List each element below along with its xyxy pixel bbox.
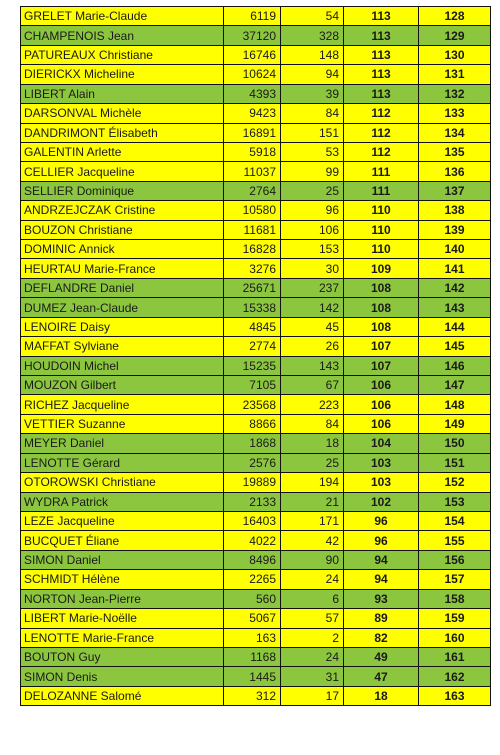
score-cell: 96 — [344, 531, 419, 550]
position-cell: 132 — [419, 84, 491, 103]
name-cell: MEYER Daniel — [21, 434, 224, 453]
table-row — [21, 142, 491, 161]
value-a-cell: 4393 — [224, 84, 281, 103]
position-cell: 140 — [419, 240, 491, 259]
score-cell: 110 — [344, 201, 419, 220]
table-row — [21, 162, 491, 181]
position-cell: 155 — [419, 531, 491, 550]
name-cell: CELLIER Jacqueline — [21, 162, 224, 181]
position-cell: 161 — [419, 647, 491, 666]
score-cell: 102 — [344, 492, 419, 511]
position-cell: 143 — [419, 298, 491, 317]
score-cell: 113 — [344, 7, 419, 26]
score-cell: 108 — [344, 278, 419, 297]
table-row — [21, 298, 491, 317]
value-a-cell: 312 — [224, 686, 281, 705]
table-row — [21, 686, 491, 705]
value-a-cell: 10624 — [224, 65, 281, 84]
table-row — [21, 511, 491, 530]
table-row — [21, 45, 491, 64]
value-b-cell: 171 — [281, 511, 344, 530]
position-cell: 139 — [419, 220, 491, 239]
name-cell: GRELET Marie-Claude — [21, 7, 224, 26]
table-row — [21, 589, 491, 608]
table-row — [21, 531, 491, 550]
value-b-cell: 30 — [281, 259, 344, 278]
table-row — [21, 317, 491, 336]
name-cell: NORTON Jean-Pierre — [21, 589, 224, 608]
score-cell: 113 — [344, 45, 419, 64]
value-a-cell: 4022 — [224, 531, 281, 550]
value-b-cell: 26 — [281, 337, 344, 356]
name-cell: DIERICKX Micheline — [21, 65, 224, 84]
score-cell: 111 — [344, 162, 419, 181]
name-cell: WYDRA Patrick — [21, 492, 224, 511]
position-cell: 154 — [419, 511, 491, 530]
name-cell: BOUTON Guy — [21, 647, 224, 666]
score-cell: 109 — [344, 259, 419, 278]
value-b-cell: 84 — [281, 414, 344, 433]
value-b-cell: 39 — [281, 84, 344, 103]
position-cell: 145 — [419, 337, 491, 356]
value-a-cell: 25671 — [224, 278, 281, 297]
value-b-cell: 31 — [281, 667, 344, 686]
table-row — [21, 473, 491, 492]
ranking-table — [20, 6, 491, 706]
position-cell: 137 — [419, 181, 491, 200]
value-b-cell: 24 — [281, 647, 344, 666]
table-row — [21, 65, 491, 84]
table-row — [21, 414, 491, 433]
value-b-cell: 151 — [281, 123, 344, 142]
name-cell: DARSONVAL Michèle — [21, 104, 224, 123]
value-b-cell: 84 — [281, 104, 344, 123]
value-b-cell: 148 — [281, 45, 344, 64]
score-cell: 113 — [344, 65, 419, 84]
score-cell: 93 — [344, 589, 419, 608]
table-row — [21, 26, 491, 45]
value-b-cell: 67 — [281, 376, 344, 395]
score-cell: 108 — [344, 317, 419, 336]
value-b-cell: 53 — [281, 142, 344, 161]
value-a-cell: 6119 — [224, 7, 281, 26]
score-cell: 107 — [344, 356, 419, 375]
position-cell: 129 — [419, 26, 491, 45]
position-cell: 156 — [419, 550, 491, 569]
score-cell: 106 — [344, 376, 419, 395]
value-a-cell: 15235 — [224, 356, 281, 375]
table-row — [21, 609, 491, 628]
value-a-cell: 9423 — [224, 104, 281, 123]
value-b-cell: 99 — [281, 162, 344, 181]
value-a-cell: 3276 — [224, 259, 281, 278]
position-cell: 158 — [419, 589, 491, 608]
name-cell: CHAMPENOIS Jean — [21, 26, 224, 45]
score-cell: 110 — [344, 240, 419, 259]
name-cell: DEFLANDRE Daniel — [21, 278, 224, 297]
score-cell: 107 — [344, 337, 419, 356]
score-cell: 94 — [344, 550, 419, 569]
value-b-cell: 143 — [281, 356, 344, 375]
position-cell: 147 — [419, 376, 491, 395]
position-cell: 144 — [419, 317, 491, 336]
value-a-cell: 23568 — [224, 395, 281, 414]
value-a-cell: 163 — [224, 628, 281, 647]
position-cell: 135 — [419, 142, 491, 161]
value-a-cell: 15338 — [224, 298, 281, 317]
name-cell: MOUZON Gilbert — [21, 376, 224, 395]
position-cell: 128 — [419, 7, 491, 26]
value-b-cell: 54 — [281, 7, 344, 26]
value-b-cell: 6 — [281, 589, 344, 608]
score-cell: 47 — [344, 667, 419, 686]
table-row — [21, 492, 491, 511]
value-b-cell: 96 — [281, 201, 344, 220]
name-cell: LIBERT Alain — [21, 84, 224, 103]
name-cell: SELLIER Dominique — [21, 181, 224, 200]
score-cell: 110 — [344, 220, 419, 239]
value-a-cell: 2133 — [224, 492, 281, 511]
table-row — [21, 667, 491, 686]
position-cell: 138 — [419, 201, 491, 220]
position-cell: 153 — [419, 492, 491, 511]
score-cell: 113 — [344, 84, 419, 103]
score-cell: 108 — [344, 298, 419, 317]
value-b-cell: 142 — [281, 298, 344, 317]
position-cell: 134 — [419, 123, 491, 142]
value-a-cell: 11681 — [224, 220, 281, 239]
score-cell: 96 — [344, 511, 419, 530]
value-b-cell: 237 — [281, 278, 344, 297]
name-cell: PATUREAUX Christiane — [21, 45, 224, 64]
value-a-cell: 19889 — [224, 473, 281, 492]
table-row — [21, 570, 491, 589]
position-cell: 131 — [419, 65, 491, 84]
name-cell: LEZE Jacqueline — [21, 511, 224, 530]
name-cell: LENOIRE Daisy — [21, 317, 224, 336]
value-b-cell: 223 — [281, 395, 344, 414]
value-a-cell: 16746 — [224, 45, 281, 64]
name-cell: RICHEZ Jacqueline — [21, 395, 224, 414]
table-row — [21, 220, 491, 239]
name-cell: GALENTIN Arlette — [21, 142, 224, 161]
value-a-cell: 5067 — [224, 609, 281, 628]
value-a-cell: 16403 — [224, 511, 281, 530]
name-cell: SCHMIDT Hélène — [21, 570, 224, 589]
position-cell: 152 — [419, 473, 491, 492]
name-cell: BOUZON Christiane — [21, 220, 224, 239]
value-a-cell: 37120 — [224, 26, 281, 45]
value-a-cell: 10580 — [224, 201, 281, 220]
table-row — [21, 278, 491, 297]
value-b-cell: 2 — [281, 628, 344, 647]
score-cell: 49 — [344, 647, 419, 666]
value-b-cell: 21 — [281, 492, 344, 511]
score-cell: 103 — [344, 453, 419, 472]
value-a-cell: 8496 — [224, 550, 281, 569]
table-row — [21, 240, 491, 259]
name-cell: BUCQUET Éliane — [21, 531, 224, 550]
table-row — [21, 376, 491, 395]
score-cell: 106 — [344, 414, 419, 433]
name-cell: LIBERT Marie-Noëlle — [21, 609, 224, 628]
position-cell: 162 — [419, 667, 491, 686]
name-cell: HEURTAU Marie-France — [21, 259, 224, 278]
value-a-cell: 1168 — [224, 647, 281, 666]
value-b-cell: 24 — [281, 570, 344, 589]
position-cell: 148 — [419, 395, 491, 414]
score-cell: 112 — [344, 104, 419, 123]
name-cell: LENOTTE Gérard — [21, 453, 224, 472]
value-a-cell: 1868 — [224, 434, 281, 453]
position-cell: 150 — [419, 434, 491, 453]
table-row — [21, 550, 491, 569]
table-row — [21, 647, 491, 666]
score-cell: 103 — [344, 473, 419, 492]
score-cell: 111 — [344, 181, 419, 200]
value-b-cell: 18 — [281, 434, 344, 453]
position-cell: 130 — [419, 45, 491, 64]
score-cell: 104 — [344, 434, 419, 453]
value-a-cell: 560 — [224, 589, 281, 608]
table-row — [21, 356, 491, 375]
table-row — [21, 123, 491, 142]
value-a-cell: 2576 — [224, 453, 281, 472]
position-cell: 141 — [419, 259, 491, 278]
position-cell: 142 — [419, 278, 491, 297]
value-a-cell: 5918 — [224, 142, 281, 161]
name-cell: HOUDOIN Michel — [21, 356, 224, 375]
value-a-cell: 2764 — [224, 181, 281, 200]
value-a-cell: 16828 — [224, 240, 281, 259]
name-cell: SIMON Daniel — [21, 550, 224, 569]
value-b-cell: 17 — [281, 686, 344, 705]
name-cell: SIMON Denis — [21, 667, 224, 686]
value-b-cell: 57 — [281, 609, 344, 628]
score-cell: 113 — [344, 26, 419, 45]
position-cell: 151 — [419, 453, 491, 472]
name-cell: MAFFAT Sylviane — [21, 337, 224, 356]
value-a-cell: 2265 — [224, 570, 281, 589]
position-cell: 163 — [419, 686, 491, 705]
name-cell: DUMEZ Jean-Claude — [21, 298, 224, 317]
position-cell: 136 — [419, 162, 491, 181]
score-cell: 82 — [344, 628, 419, 647]
value-a-cell: 2774 — [224, 337, 281, 356]
value-b-cell: 328 — [281, 26, 344, 45]
value-b-cell: 25 — [281, 181, 344, 200]
table-row — [21, 337, 491, 356]
table-row — [21, 453, 491, 472]
table-row — [21, 7, 491, 26]
score-cell: 112 — [344, 123, 419, 142]
value-a-cell: 16891 — [224, 123, 281, 142]
value-a-cell: 11037 — [224, 162, 281, 181]
value-a-cell: 8866 — [224, 414, 281, 433]
score-cell: 94 — [344, 570, 419, 589]
table-row — [21, 434, 491, 453]
value-a-cell: 7105 — [224, 376, 281, 395]
name-cell: DELOZANNE Salomé — [21, 686, 224, 705]
value-a-cell: 4845 — [224, 317, 281, 336]
value-b-cell: 42 — [281, 531, 344, 550]
name-cell: ANDRZEJCZAK Cristine — [21, 201, 224, 220]
name-cell: DOMINIC Annick — [21, 240, 224, 259]
table-row — [21, 628, 491, 647]
position-cell: 149 — [419, 414, 491, 433]
table-row — [21, 201, 491, 220]
value-b-cell: 90 — [281, 550, 344, 569]
value-b-cell: 94 — [281, 65, 344, 84]
ranking-table-body — [21, 7, 491, 706]
name-cell: DANDRIMONT Élisabeth — [21, 123, 224, 142]
score-cell: 18 — [344, 686, 419, 705]
value-a-cell: 1445 — [224, 667, 281, 686]
name-cell: VETTIER Suzanne — [21, 414, 224, 433]
position-cell: 160 — [419, 628, 491, 647]
position-cell: 146 — [419, 356, 491, 375]
score-cell: 89 — [344, 609, 419, 628]
score-cell: 106 — [344, 395, 419, 414]
table-row — [21, 395, 491, 414]
value-b-cell: 106 — [281, 220, 344, 239]
table-row — [21, 84, 491, 103]
value-b-cell: 153 — [281, 240, 344, 259]
position-cell: 133 — [419, 104, 491, 123]
table-row — [21, 259, 491, 278]
table-row — [21, 181, 491, 200]
table-row — [21, 104, 491, 123]
position-cell: 159 — [419, 609, 491, 628]
value-b-cell: 25 — [281, 453, 344, 472]
name-cell: OTOROWSKI Christiane — [21, 473, 224, 492]
value-b-cell: 45 — [281, 317, 344, 336]
position-cell: 157 — [419, 570, 491, 589]
name-cell: LENOTTE Marie-France — [21, 628, 224, 647]
score-cell: 112 — [344, 142, 419, 161]
value-b-cell: 194 — [281, 473, 344, 492]
